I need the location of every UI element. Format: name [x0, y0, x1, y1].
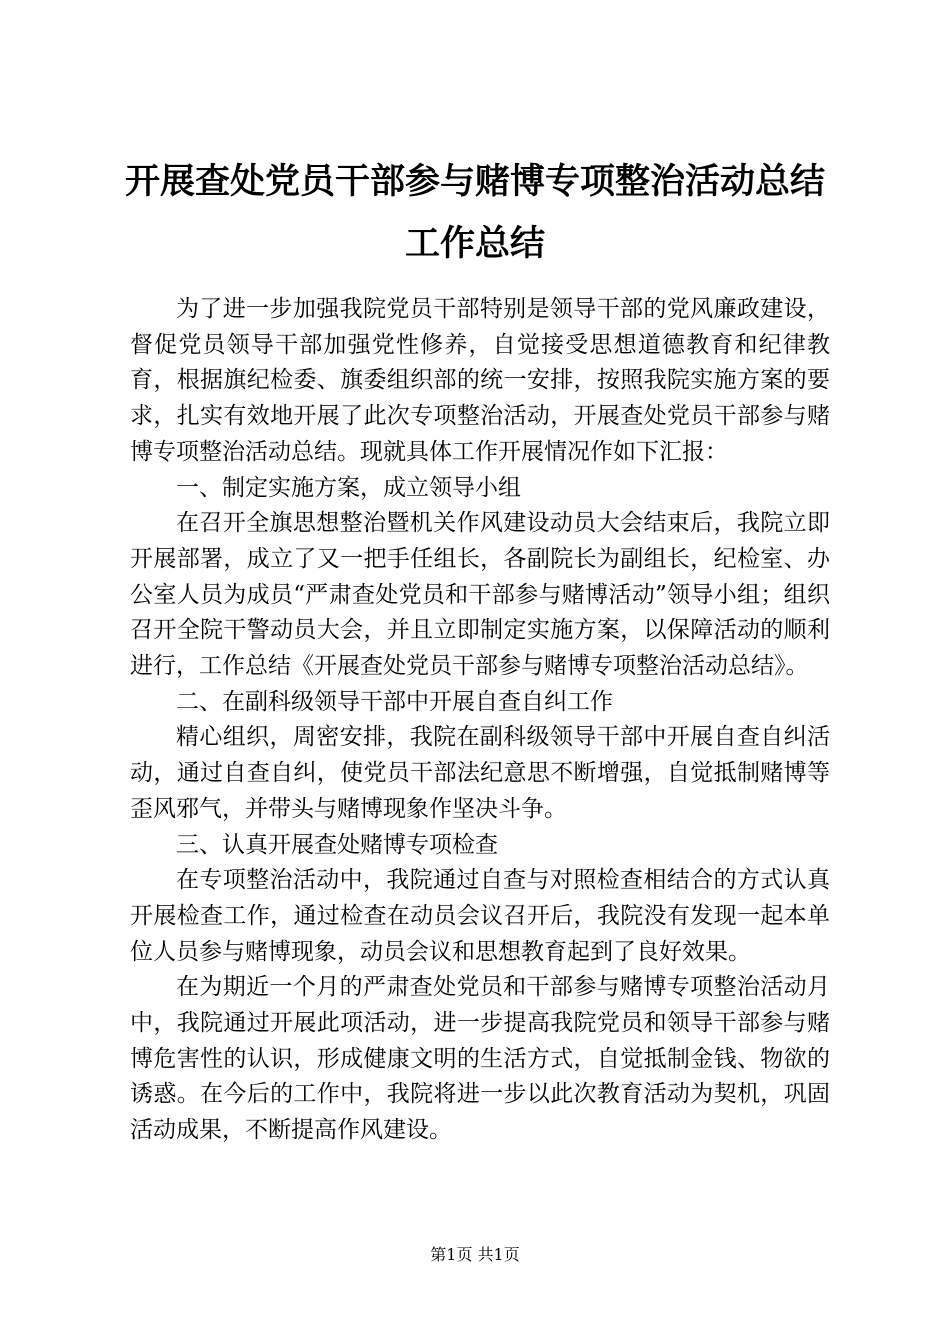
section-paragraph-3: 在专项整治活动中，我院通过自查与对照检查相结合的方式认真开展检查工作，通过检查在动员会议召开后，我院没有发现一起本单位人员参与赌博现象，动员会议和思想教育起到了良好效果。: [130, 867, 830, 965]
document-title: 开展查处党员干部参与赌博专项整治活动总结: [124, 162, 825, 202]
section-paragraph-1: 在召开全旗思想整治暨机关作风建设动员大会结束后，我院立即开展部署，成立了又一把手任组长，各副院长为副组长，纪检室、办公室人员为成员“严肃查处党员和干部参与赌博活动”领导小组；组织召开全院干警动员大会，并且立即制定实施方案，以保障活动的顺利进行，工作总结《开展查处党员干部参与赌博专项整治活动总结》。: [130, 510, 830, 680]
document-body: [130, 292, 830, 1149]
section-paragraph-2: 精心组织，周密安排，我院在副科级领导干部中开展自查自纠活动，通过自查自纠，使党员干部法纪意思不断增强，自觉抵制赌博等歪风邪气，并带头与赌博现象作坚决斗争。: [130, 724, 830, 822]
section-heading-3: 三、认真开展查处赌博专项检查: [176, 831, 498, 858]
section-heading-2: 二、在副科级领导干部中开展自查自纠工作: [176, 688, 613, 715]
intro-paragraph: 为了进一步加强我院党员干部特别是领导干部的党风廉政建设，督促党员领导干部加强党性修养，自觉接受思想道德教育和纪律教育，根据旗纪检委、旗委组织部的统一安排，按照我院实施方案的要求，扎实有效地开展了此次专项整治活动，开展查处党员干部参与赌博专项整治活动总结。现就具体工作开展情况作如下汇报：: [130, 296, 830, 465]
document-subtitle: 工作总结: [404, 224, 545, 264]
section-heading-1: 一、制定实施方案，成立领导小组: [176, 474, 521, 501]
conclusion-paragraph: 在为期近一个月的严肃查处党员和干部参与赌博专项整治活动月中，我院通过开展此项活动，进一步提高我院党员和领导干部参与赌博危害性的认识，形成健康文明的生活方式，自觉抵制金钱、物欲的诱惑。在今后的工作中，我院将进一步以此次教育活动为契机，巩固活动成果，不断提高作风建设。: [130, 974, 830, 1144]
page-number: 第1页 共1页: [430, 1245, 520, 1264]
